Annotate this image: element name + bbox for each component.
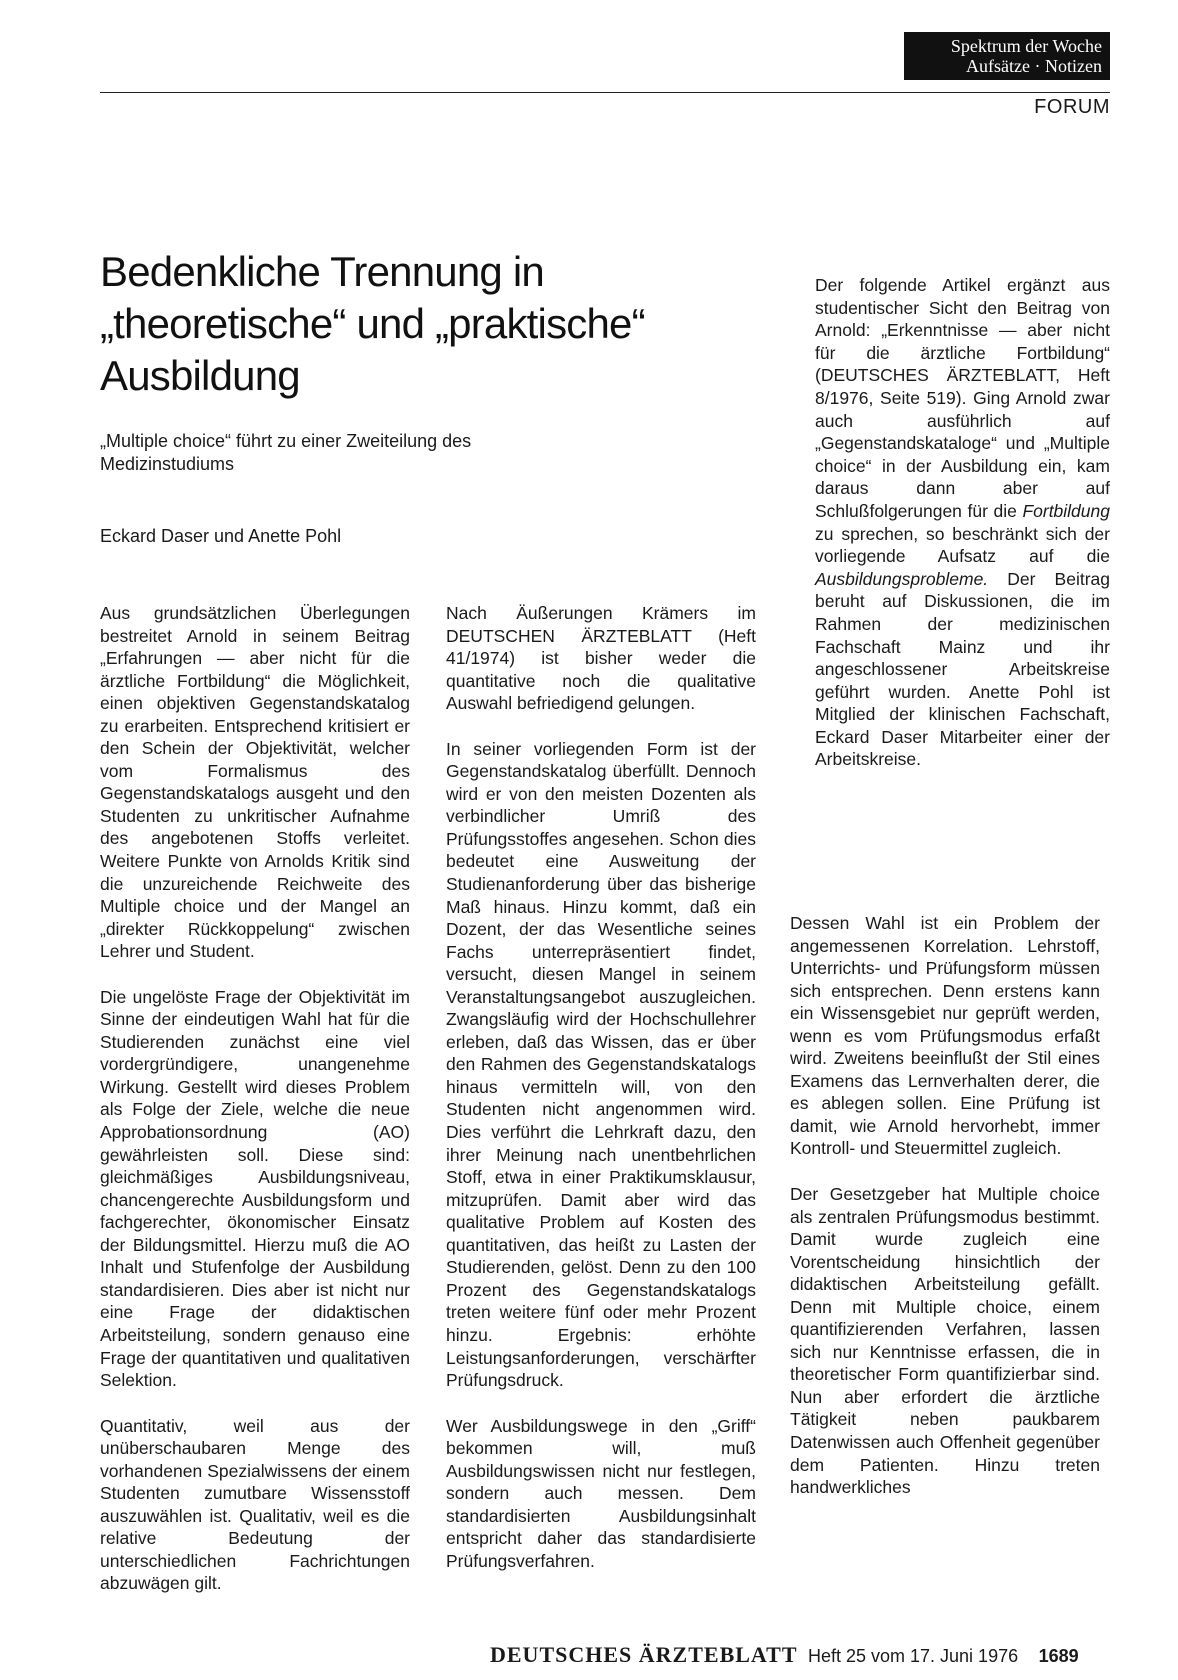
intro-emphasis-2: Ausbildungsprobleme. [815,568,989,589]
issue-info: Heft 25 vom 17. Juni 1976 [807,1646,1019,1666]
body-column-1 [100,602,410,1618]
paragraph: In seiner vorliegenden Form ist der Gegenstandskatalog überfüllt. Dennoch wird er von den meisten Dozenten als verbindlicher Umriß des Prüfungsstoffes angesehen. Schon dies bedeutet eine Ausweitung der Studienanforderung über das bisherige Maß hinaus. Hinzu kommt, daß ein Dozent, der das Wesentliche seines Fachs unterrepräsentiert findet, versucht, diesen Mangel in seinem Veranstaltungsangebot auszugleichen. Zwangsläufig wird der Hochschullehrer erleben, daß das Wissen, das er über den Rahmen des Gegenstandskatalogs hinaus vermitteln will, von den Studenten nicht angenommen wird. Dies verführt die Lehrkraft dazu, den ihrer Meinung nach unentbehrlichen Stoff, etwa in einer Praktikumsklausur, mitzuprüfen. Damit aber wird das qualitative Problem auf Kosten des quantitativen, das heißt zu Lasten der Studierenden, gelöst. Denn zu den 100 Prozent des Gegenstandskatalogs treten weitere fünf oder mehr Prozent hinzu. Ergebnis: erhöhte Leistungsanforderungen, verschärfter Prüfungsdruck. [446,738,756,1391]
body-column-2 [446,602,756,1595]
paragraph: Wer Ausbildungswege in den „Griff“ bekommen will, muß Ausbildungswissen nicht nur festlegen, sondern auch messen. Dem standardisierten Ausbildungsinhalt entspricht daher das standardisierte Prüfungsverfahren. [446,1415,756,1571]
title-line-2: „theoretische“ und „praktische“ [100,300,645,347]
page-footer [490,1642,1079,1668]
article-subtitle: „Multiple choice“ führt zu einer Zweiteilung des Medizinstudiums [100,431,472,474]
paragraph: Die ungelöste Frage der Objektivität im Sinne der eindeutigen Wahl hat für die Studierenden zunächst eine viel vordergründigere, unangenehme Wirkung. Gestellt wird dieses Problem als Folge der Ziele, welche die neue Approbationsordnung (AO) gewährleisten soll. Diese sind: gleichmäßiges Ausbildungsniveau, chancengerechte Ausbildungsform und fachgerechter, ökonomischer Einsatz der Bildungsmittel. Hierzu muß die AO Inhalt und Stufenfolge der Ausbildung standardisieren. Dies aber ist nicht nur eine Frage der didaktischen Arbeitsteilung, sondern genauso eine Frage der quantitativen und qualitativen Selektion. [100,986,410,1391]
paragraph: Quantitativ, weil aus der unüberschaubaren Menge des vorhandenen Spezialwissens der einem Studenten zumutbare Wissensstoff auszuwählen ist. Qualitativ, weil es die relative Bedeutung der unterschiedlichen Fachrichtungen abzuwägen gilt. [100,1415,410,1594]
header-rule [100,92,1110,93]
intro-text-1: Der folgende Artikel ergänzt aus studentischer Sicht den Beitrag von Arnold: „Erkenntnisse — aber nicht für die ärztliche Fortbildung“ (DEUTSCHES ÄRZTEBLATT, Heft 8/1976, Seite 519). Ging Arnold zwar auch ausführlich auf „Gegenstandskataloge“ und „Multiple choice“ in der Ausbildung ein, kam daraus dann aber auf Schlußfolgerungen für die [815,275,1110,521]
article-title [100,246,780,402]
paragraph: Der Gesetzgeber hat Multiple choice als zentralen Prüfungsmodus bestimmt. Damit wurde zugleich eine Vorentscheidung hinsichtlich der didaktischen Arbeitsteilung gefällt. Denn mit Multiple choice, einem quantifizierenden Verfahren, lassen sich nur Kenntnisse erfassen, die in theoretischer Form quantifizierbar sind. Nun aber erfordert die ärztliche Tätigkeit neben paukbarem Datenwissen auch Offenheit gegenüber dem Patienten. Hinzu treten handwerkliches [790,1184,1100,1498]
paragraph: Dessen Wahl ist ein Problem der angemessenen Korrelation. Lehrstoff, Unterrichts- und Prüfungsform müssen sich entsprechen. Denn erstens kann ein Wissensgebiet nur geprüft werden, wenn es vom Prüfungsmodus erfaßt wird. Zweitens beeinflußt der Stil eines Examens das Lernverhalten derer, die es ablegen sollen. Eine Prüfung ist damit, wie Arnold hervorhebt, immer Kontroll- und Steuermittel zugleich. [790,913,1100,1159]
section-tag-line1: Spektrum der Woche [950,36,1102,56]
section-tag-line2: Aufsätze · Notizen [966,56,1102,76]
article-authors: Eckard Daser und Anette Pohl [100,526,342,546]
paragraph: Nach Äußerungen Krämers im DEUTSCHEN ÄRZTEBLATT (Heft 41/1974) ist bisher weder die quantitative noch die qualitative Auswahl befriedigend gelungen. [446,603,756,714]
intro-emphasis-1: Fortbildung [1022,500,1110,521]
body-column-3 [790,912,1100,1522]
intro-text-2: zu sprechen, so beschränkt sich der vorliegende Aufsatz auf die [815,523,1110,567]
title-line-1: Bedenkliche Trennung in [100,248,544,295]
section-tag [904,32,1110,80]
intro-text-3: Der Beitrag beruht auf Diskussionen, die im Rahmen der medizinischen Fachschaft Mainz und ihr angeschlossener Arbeitskreise geführt wurden. Anette Pohl ist Mitglied der klinischen Fachschaft, Eckard Daser Mitarbeiter einer der Arbeitskreise. [815,568,1110,770]
category-label: FORUM [1034,96,1110,118]
intro-box [815,274,1110,771]
journal-name: DEUTSCHES ÄRZTEBLATT [490,1642,798,1667]
page-number: 1689 [1038,1646,1079,1666]
title-line-3: Ausbildung [100,352,300,399]
paragraph: Aus grundsätzlichen Überlegungen bestreitet Arnold in seinem Beitrag „Erfahrungen — aber nicht für die ärztliche Fortbildung“ die Möglichkeit, einen objektiven Gegenstandskatalog zu erarbeiten. Entsprechend kritisiert er den Schein der Objektivität, welcher vom Formalismus des Gegenstandskatalogs ausgeht und den Studenten zu unkritischer Aufnahme des angebotenen Stoffs verleitet. Weitere Punkte von Arnolds Kritik sind die unzureichende Reichweite des Multiple choice und der Mangel an „direkter Rückkoppelung“ zwischen Lehrer und Student. [100,603,410,962]
